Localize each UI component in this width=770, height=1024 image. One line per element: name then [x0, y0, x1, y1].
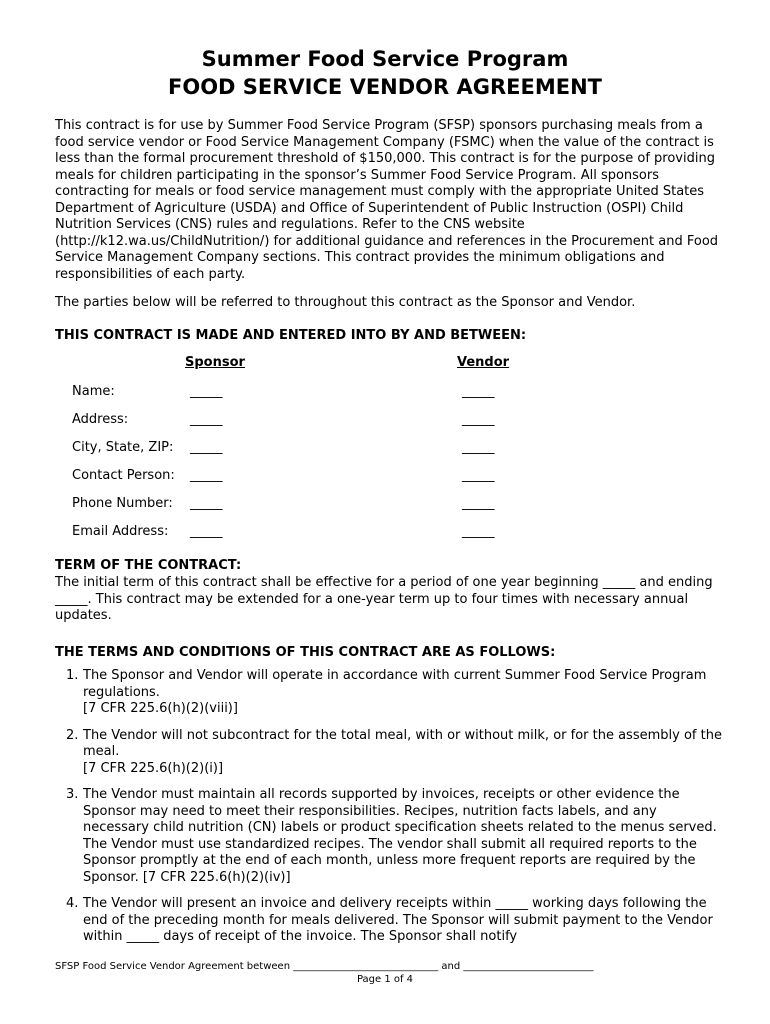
- vendor-name-blank[interactable]: _____: [462, 384, 495, 399]
- list-item: [66, 787, 726, 886]
- item-number: 1.: [66, 668, 79, 683]
- item-number: 4.: [66, 896, 79, 911]
- field-label-address: Address:: [72, 412, 129, 427]
- item-number: 2.: [66, 727, 79, 743]
- field-label-email-address: Email Address:: [72, 524, 169, 539]
- item-text: The Vendor will present an invoice and delivery receipts within _____ working days following the end of the preceding month for meals delivered. The Sponsor will submit payment to the Vendor within _____ days of receipt of the invoice. The Sponsor shall notify: [83, 896, 713, 944]
- item-text: The Vendor must maintain all records supported by invoices, receipts or other evidence the Sponsor may need to meet their responsibilities. Recipes, nutrition facts labels, and any necessary child nutrition (CN) labels or product specification sheets related to the menus served. The Vendor must use standardized recipes. The vendor shall submit all required reports to the Sponsor promptly at the end of each month, unless more frequent reports are required by the Sponsor. [7 CFR 225.6(h)(2)(iv)]: [83, 787, 717, 885]
- sponsor-phone-blank[interactable]: _____: [190, 496, 223, 511]
- sponsor-email-blank[interactable]: _____: [190, 524, 223, 539]
- page-title: Summer Food Service Program: [201, 47, 569, 71]
- item-text: The Sponsor and Vendor will operate in accordance with current Summer Food Service Program regulations.: [83, 668, 707, 700]
- field-label-phone-number: Phone Number:: [72, 496, 173, 511]
- sponsor-contact-blank[interactable]: _____: [190, 468, 223, 483]
- page-number: Page 1 of 4: [356, 974, 414, 985]
- list-item: [66, 668, 726, 718]
- sponsor-column-header: Sponsor: [185, 355, 245, 370]
- vendor-city-blank[interactable]: _____: [462, 440, 495, 455]
- field-label-name: Name:: [72, 384, 115, 399]
- between-heading: THIS CONTRACT IS MADE AND ENTERED INTO BY AND BETWEEN:: [55, 328, 527, 343]
- term-heading: TERM OF THE CONTRACT:: [55, 558, 242, 573]
- page-footer: SFSP Food Service Vendor Agreement between _____________________________ and __________________________: [55, 961, 594, 972]
- field-label-city-state-zip: City, State, ZIP:: [72, 440, 174, 455]
- list-item: [66, 896, 726, 946]
- terms-list: [66, 668, 726, 956]
- sponsor-address-blank[interactable]: _____: [190, 412, 223, 427]
- vendor-column-header: Vendor: [457, 355, 510, 370]
- item-text: The Vendor will not subcontract for the total meal, with or without milk, or for the assembly of the meal.: [83, 727, 722, 759]
- item-reference: [7 CFR 225.6(h)(2)(i)]: [83, 760, 224, 776]
- vendor-phone-blank[interactable]: _____: [462, 496, 495, 511]
- vendor-address-blank[interactable]: _____: [462, 412, 495, 427]
- agreement-title: FOOD SERVICE VENDOR AGREEMENT: [168, 75, 602, 99]
- sponsor-city-blank[interactable]: _____: [190, 440, 223, 455]
- vendor-email-blank[interactable]: _____: [462, 524, 495, 539]
- intro-paragraph: This contract is for use by Summer Food Service Program (SFSP) sponsors purchasing meals from a food service vendor or Food Service Management Company (FSMC) when the value of the contract is less than the formal procurement threshold of $150,000. This contract is for the purpose of providing meals for children participating in the sponsor’s Summer Food Service Program. All sponsors contracting for meals or food service management must comply with the appropriate United States Department of Agriculture (USDA) and Office of Superintendent of Public Instruction (OSPI) Child Nutrition Services (CNS) rules and regulations. Refer to the CNS website (http://k12.wa.us/ChildNutrition/) for additional guidance and references in the Procurement and Food Service Management Company sections. This contract provides the minimum obligations and responsibilities of each party.: [55, 118, 719, 282]
- parties-paragraph: The parties below will be referred to throughout this contract as the Sponsor and Vendor.: [55, 295, 636, 310]
- item-number: 3.: [66, 787, 79, 802]
- item-reference: [7 CFR 225.6(h)(2)(viii)]: [83, 701, 238, 716]
- sponsor-name-blank[interactable]: _____: [190, 384, 223, 399]
- field-label-contact-person: Contact Person:: [72, 468, 175, 483]
- terms-heading: THE TERMS AND CONDITIONS OF THIS CONTRACT ARE AS FOLLOWS:: [55, 645, 556, 660]
- vendor-contact-blank[interactable]: _____: [462, 468, 495, 483]
- list-item: [66, 728, 726, 778]
- term-paragraph: The initial term of this contract shall be effective for a period of one year beginning _____ and ending _____. This contract may be extended for a one-year term up to four times with necessary annual updates.: [55, 575, 713, 623]
